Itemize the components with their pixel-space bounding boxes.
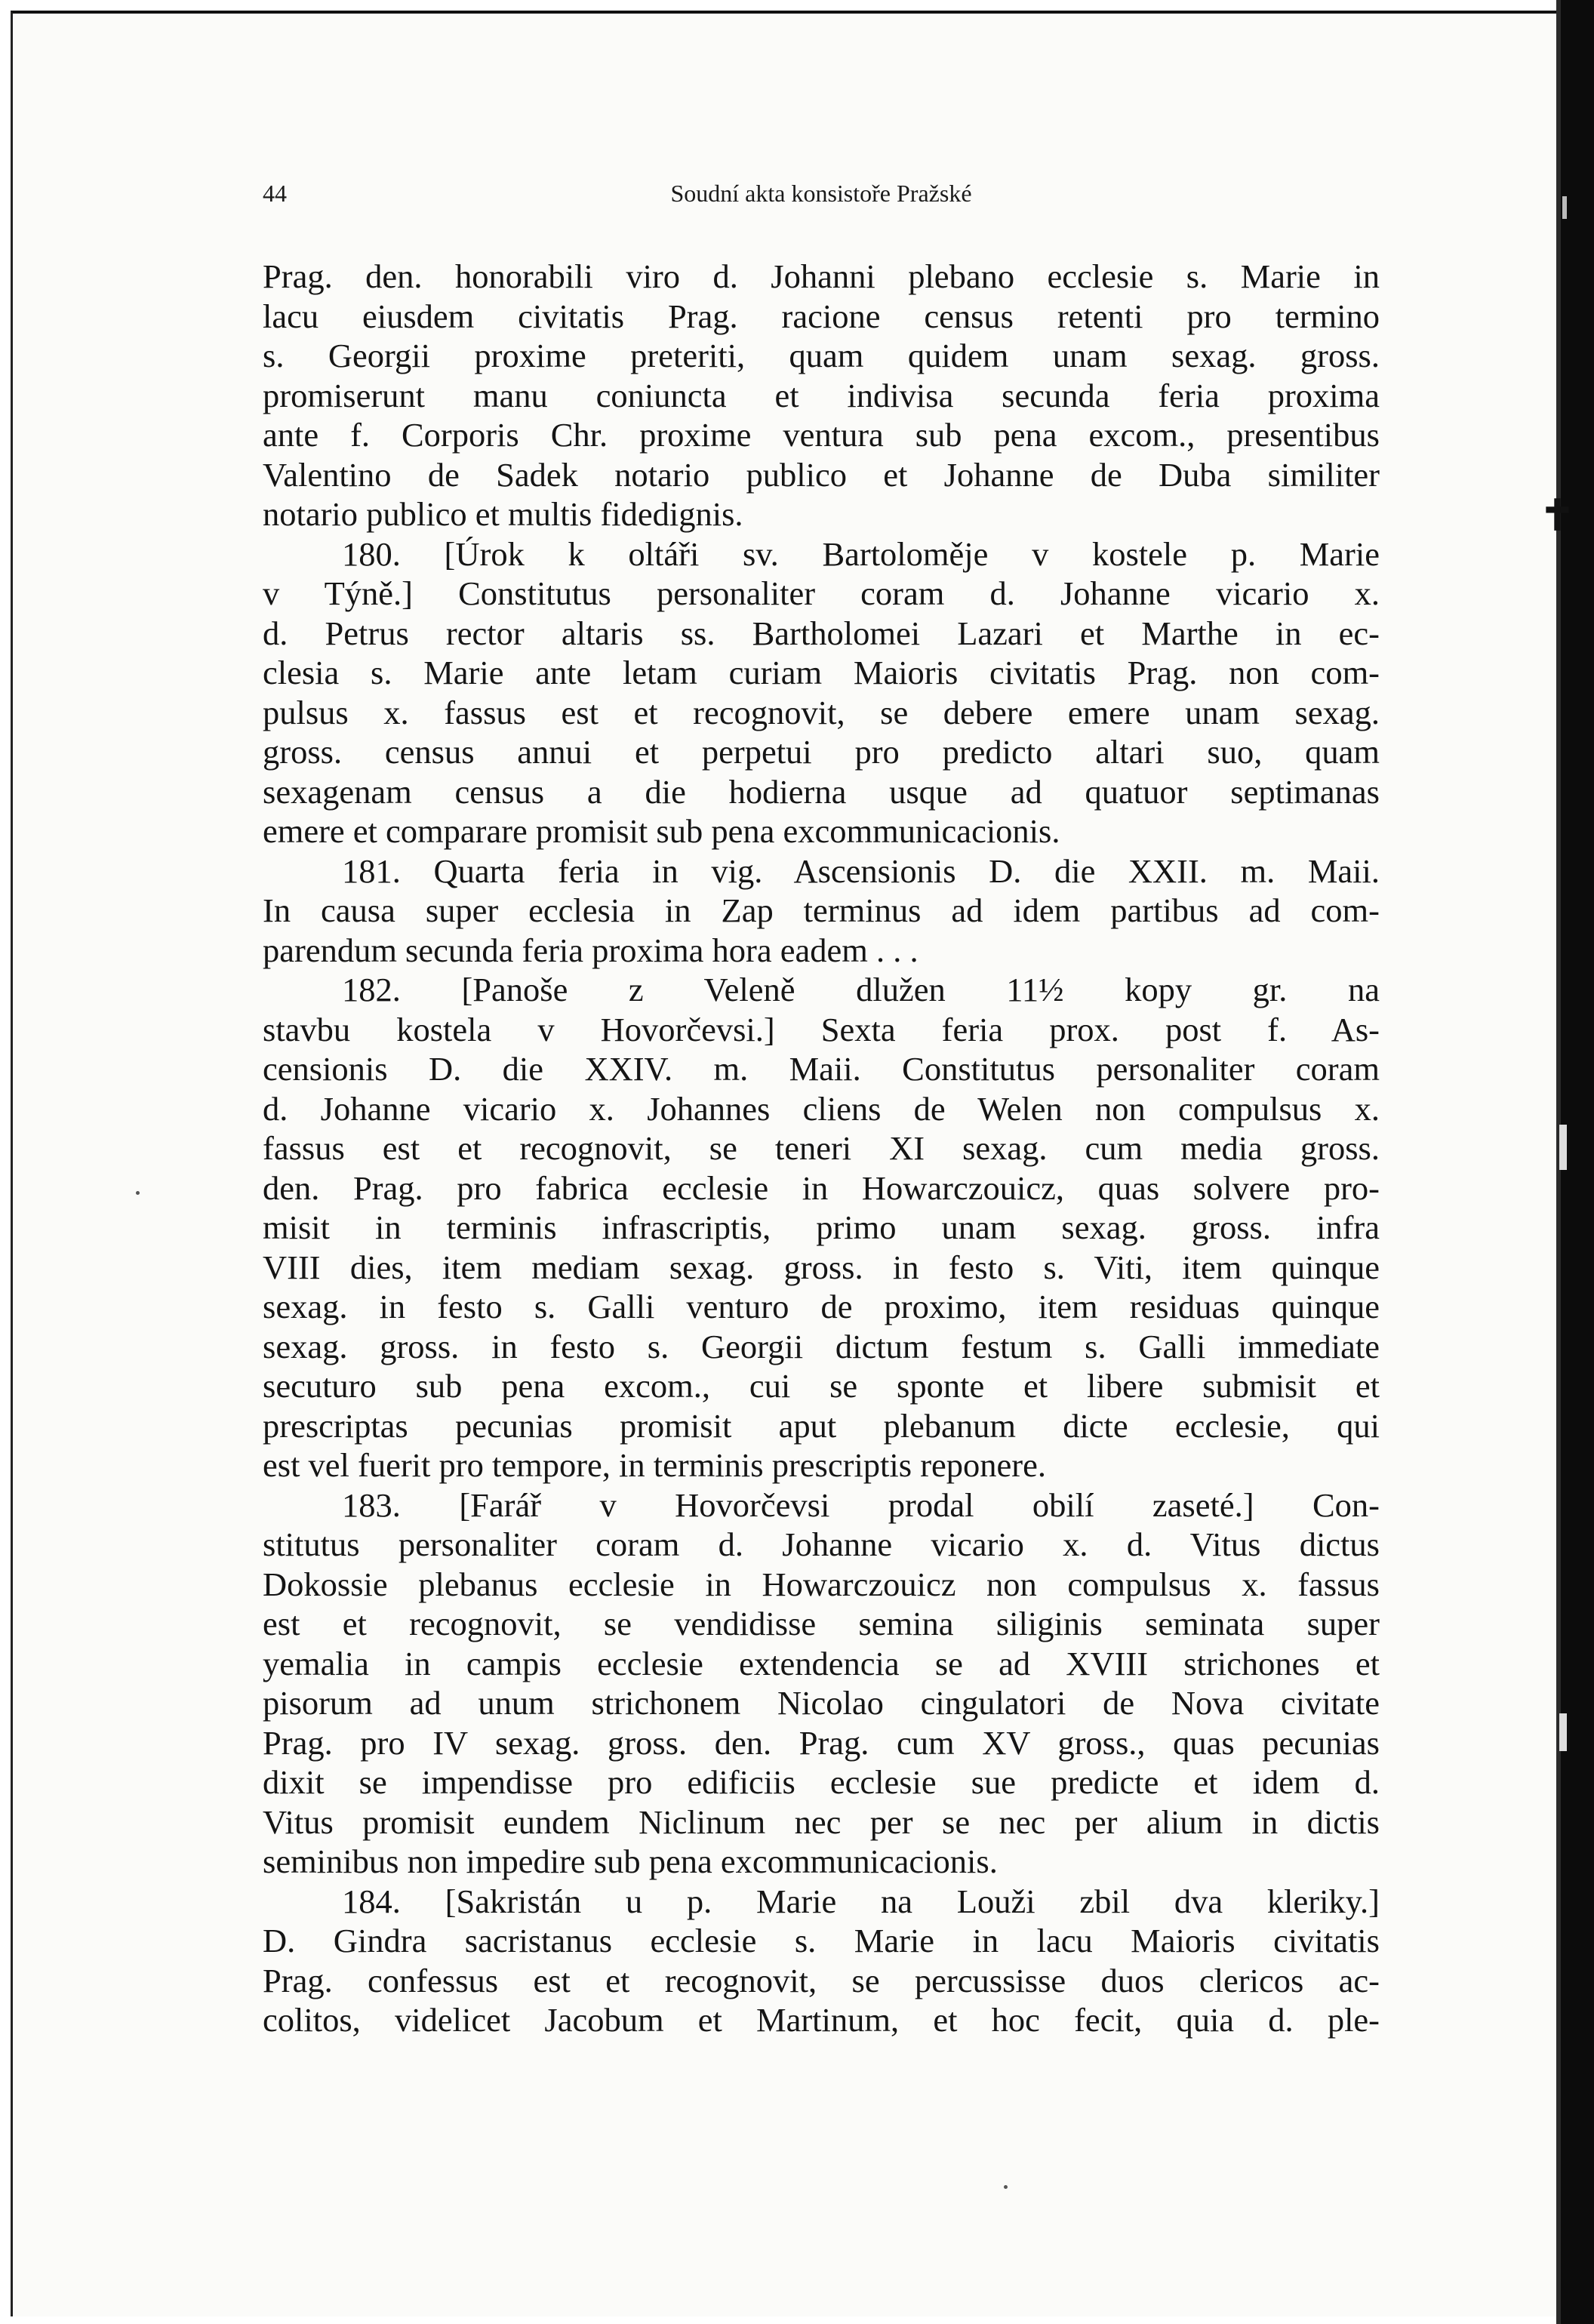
text-line: parendum secunda feria proxima hora eadem . . . bbox=[263, 931, 919, 969]
text-line: dixit se impendisse pro edificiis ecclesie sue predicte et idem d. bbox=[263, 1763, 1380, 1801]
edge-speck bbox=[1559, 1713, 1567, 1751]
text-line: sexagenam census a die hodierna usque ad quatuor septimanas bbox=[263, 772, 1380, 811]
text-line: lacu eiusdem civitatis Prag. racione census retenti pro termino bbox=[263, 297, 1380, 335]
text-line: stavbu kostela v Hovorčevsi.] Sexta feria prox. post f. As- bbox=[263, 1010, 1380, 1048]
text-line: yemalia in campis ecclesie extendencia se ad XVIII strichones et bbox=[263, 1644, 1380, 1682]
text-line: secuturo sub pena excom., cui se sponte et libere submisit et bbox=[263, 1367, 1380, 1405]
text-line: est vel fuerit pro tempore, in terminis prescriptis reponere. bbox=[263, 1446, 1046, 1484]
text-line: 184. [Sakristán u p. Marie na Louži zbil dva kleriky.] bbox=[342, 1882, 1380, 1920]
text-line: promiserunt manu coniuncta et indivisa secunda feria proxima bbox=[263, 376, 1380, 414]
text-line: D. Gindra sacristanus ecclesie s. Marie in lacu Maioris civitatis bbox=[263, 1922, 1380, 1959]
text-line: pisorum ad unum strichonem Nicolao cingulatori de Nova civitate bbox=[263, 1684, 1380, 1722]
text-line: VIII dies, item mediam sexag. gross. in festo s. Viti, item quinque bbox=[263, 1248, 1380, 1286]
margin-dot bbox=[1004, 2185, 1008, 2189]
text-line: den. Prag. pro fabrica ecclesie in Howarczouicz, quas solvere pro- bbox=[263, 1168, 1380, 1207]
text-line: colitos, videlicet Jacobum et Martinum, et hoc fecit, quia d. ple- bbox=[263, 2001, 1380, 2039]
text-line: misit in terminis infrascriptis, primo unam sexag. gross. infra bbox=[263, 1208, 1380, 1246]
text-line: Prag. confessus est et recognovit, se percussisse duos clericos ac- bbox=[263, 1961, 1380, 1999]
text-line: v Týně.] Constitutus personaliter coram d. Johanne vicario x. bbox=[263, 574, 1380, 612]
text-line: est et recognovit, se vendidisse semina siliginis seminata super bbox=[263, 1605, 1380, 1642]
text-line: fassus est et recognovit, se teneri XI sexag. cum media gross. bbox=[263, 1129, 1380, 1167]
text-line: emere et comparare promisit sub pena excommunicacionis. bbox=[263, 812, 1060, 850]
page-number: 44 bbox=[263, 180, 287, 207]
text-line: Prag. den. honorabili viro d. Johanni plebano ecclesie s. Marie in bbox=[263, 257, 1380, 295]
text-line: 182. [Panoše z Veleně dlužen 11½ kopy gr. na bbox=[342, 971, 1380, 1008]
edge-speck bbox=[1559, 1125, 1567, 1170]
text-line: clesia s. Marie ante letam curiam Maioris civitatis Prag. non com- bbox=[263, 654, 1380, 691]
text-line: censionis D. die XXIV. m. Maii. Constitutus personaliter coram bbox=[263, 1050, 1380, 1088]
margin-dot bbox=[136, 1191, 140, 1195]
text-line: stitutus personaliter coram d. Johanne vicario x. d. Vitus dictus bbox=[263, 1525, 1380, 1563]
text-line: s. Georgii proxime preteriti, quam quidem unam sexag. gross. bbox=[263, 337, 1380, 374]
body-text bbox=[263, 257, 1380, 2040]
text-line: In causa super ecclesia in Zap terminus ad idem partibus ad com- bbox=[263, 891, 1380, 929]
running-title: Soudní akta konsistoře Pražské bbox=[670, 180, 972, 207]
text-line: pulsus x. fassus est et recognovit, se debere emere unam sexag. bbox=[263, 693, 1380, 731]
page-header bbox=[263, 175, 1380, 213]
text-line: gross. census annui et perpetui pro predicto altari suo, quam bbox=[263, 733, 1380, 771]
text-line: d. Johanne vicario x. Johannes cliens de Welen non compulsus x. bbox=[263, 1089, 1380, 1128]
text-line: ante f. Corporis Chr. proxime ventura sub pena excom., presentibus bbox=[263, 416, 1380, 454]
margin-mark-icon: ✝ bbox=[1540, 491, 1575, 540]
edge-speck bbox=[1562, 196, 1567, 219]
text-line: seminibus non impedire sub pena excommunicacionis. bbox=[263, 1842, 998, 1880]
text-line: 183. [Farář v Hovorčevsi prodal obilí zaseté.] Con- bbox=[342, 1485, 1380, 1524]
text-line: sexag. in festo s. Galli venturo de proximo, item residuas quinque bbox=[263, 1288, 1380, 1325]
text-line: notario publico et multis fidedignis. bbox=[263, 495, 743, 533]
text-line: sexag. gross. in festo s. Georgii dictum festum s. Galli immediate bbox=[263, 1327, 1380, 1365]
text-line: 181. Quarta feria in vig. Ascensionis D. die XXII. m. Maii. bbox=[342, 851, 1380, 890]
text-line: prescriptas pecunias promisit aput plebanum dicte ecclesie, qui bbox=[263, 1406, 1380, 1445]
text-line: Prag. pro IV sexag. gross. den. Prag. cum XV gross., quas pecunias bbox=[263, 1723, 1380, 1762]
text-line: Vitus promisit eundem Niclinum nec per se nec per alium in dictis bbox=[263, 1802, 1380, 1841]
text-line: Valentino de Sadek notario publico et Johanne de Duba similiter bbox=[263, 455, 1380, 494]
text-line: Dokossie plebanus ecclesie in Howarczouicz non compulsus x. fassus bbox=[263, 1565, 1380, 1603]
text-line: 180. [Úrok k oltáři sv. Bartoloměje v kostele p. Marie bbox=[342, 534, 1380, 573]
text-line: d. Petrus rector altaris ss. Bartholomei Lazari et Marthe in ec- bbox=[263, 614, 1380, 652]
